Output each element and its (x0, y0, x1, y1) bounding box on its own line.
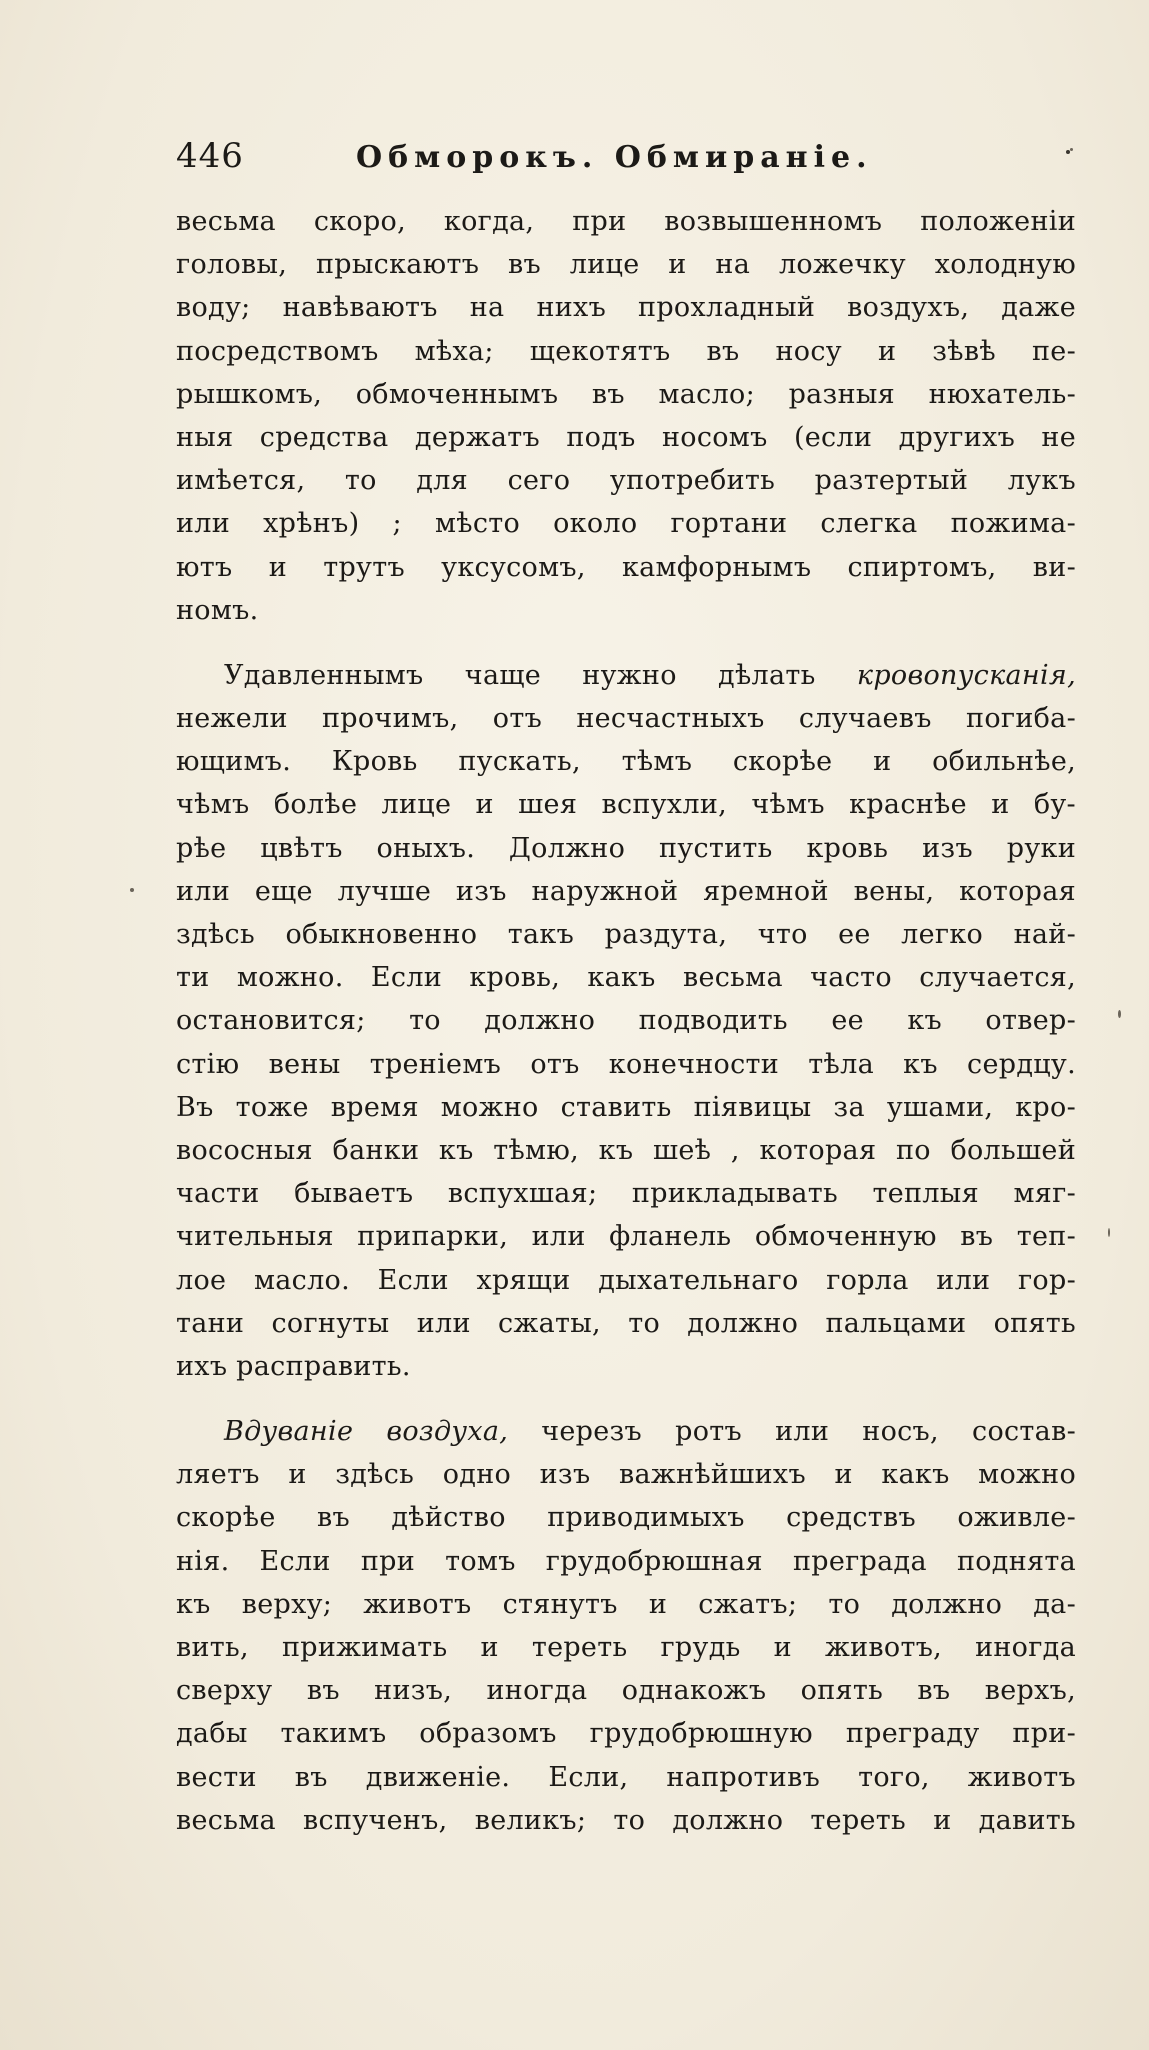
text-line: посредствомъ мѣха; щекотятъ въ носу и зѣвѣ пе- (176, 335, 1076, 367)
text-line: номъ. (176, 594, 259, 626)
emphasis-term: кровопусканiя, (856, 659, 1076, 691)
text-line-lead (176, 654, 1076, 697)
text-line: части бываетъ вспухшая; прикладывать теплыя мяг- (176, 1178, 1076, 1210)
paper-speck (130, 888, 134, 892)
text-line: ютъ и трутъ уксусомъ, камфорнымъ спиртомъ, ви- (176, 551, 1076, 583)
text-line: ляетъ и здѣсь одно изъ важнѣйшихъ и какъ можно (176, 1459, 1076, 1491)
text-line: вососныя банки къ тѣмю, къ шеѣ , которая по большей (176, 1134, 1076, 1166)
text-line: рышкомъ, обмоченнымъ въ масло; разныя нюхатель- (176, 378, 1076, 410)
text-line: весьма скоро, когда, при возвышенномъ положенiи (176, 206, 1076, 237)
text-line: вить, прижимать и тереть грудь и животъ, иногда (176, 1632, 1076, 1663)
text-line: или хрѣнъ) ; мѣсто около гортани слегка пожима- (176, 508, 1076, 540)
text-line-lead (176, 1410, 1076, 1453)
body-text (176, 200, 1076, 1842)
lead-text: черезъ ротъ или носъ, состав- (508, 1416, 1076, 1448)
page-header (176, 136, 1076, 186)
text-line: весьма вспученъ, великъ; то должно тереть и давить (176, 1804, 1076, 1836)
paragraph-2 (176, 654, 1076, 1388)
lead-text: Удавленнымъ чаще нужно дѣлать (224, 659, 857, 691)
text-line: тани согнуты или сжаты, то должно пальцами опять (176, 1307, 1076, 1339)
text-line: скорѣе въ дѣйство приводимыхъ средствъ оживле- (176, 1502, 1076, 1534)
text-line: ти можно. Если кровь, какъ весьма часто случается, (176, 962, 1076, 994)
text-line: остановится; то должно подводить ее къ отвер- (176, 1005, 1076, 1037)
running-title: Обморокъ. Обмиранiе. (356, 140, 873, 175)
text-line: ихъ расправить. (176, 1350, 411, 1382)
text-line: стiю вены тренiемъ отъ конечности тѣла къ сердцу. (176, 1048, 1076, 1080)
text-line: вести въ движенiе. Если, напротивъ того, животъ (176, 1761, 1076, 1793)
paragraph-3 (176, 1410, 1076, 1842)
text-line: ющимъ. Кровь пускать, тѣмъ скорѣе и обильнѣе, (176, 746, 1076, 778)
text-line: дабы такимъ образомъ грудобрюшную преграду при- (176, 1718, 1076, 1750)
emphasis-term: Вдуванiе воздуха, (224, 1416, 509, 1448)
paper-speck (1118, 1010, 1121, 1018)
header-dot (1066, 150, 1070, 154)
text-line: къ верху; животъ стянутъ и сжатъ; то должно да- (176, 1588, 1076, 1620)
text-line: Въ тоже время можно ставить пiявицы за ушами, кро- (176, 1091, 1076, 1123)
text-line: сверху въ низъ, иногда однакожъ опять въ верхъ, (176, 1675, 1076, 1707)
text-line: или еще лучше изъ наружной яремной вены, которая (176, 875, 1076, 907)
text-line: чительныя припарки, или фланель обмоченную въ теп- (176, 1221, 1076, 1253)
paper-speck (1108, 1228, 1110, 1237)
text-line: головы, прыскаютъ въ лице и на ложечку холодную (176, 249, 1076, 281)
paragraph-1 (176, 200, 1076, 632)
text-line: имѣется, то для сего употребить разтертый лукъ (176, 465, 1076, 497)
paper-speck (1070, 148, 1073, 151)
text-line: чѣмъ болѣе лице и шея вспухли, чѣмъ краснѣе и бу- (176, 789, 1076, 821)
text-line: нежели прочимъ, отъ несчастныхъ случаевъ погиба- (176, 703, 1076, 735)
text-line: рѣе цвѣтъ оныхъ. Должно пустить кровь изъ руки (176, 832, 1076, 864)
text-line: лое масло. Если хрящи дыхательнаго горла или гор- (176, 1264, 1076, 1296)
text-line: воду; навѣваютъ на нихъ прохладный воздухъ, даже (176, 292, 1076, 324)
text-line: ныя средства держатъ подъ носомъ (если другихъ не (176, 421, 1076, 453)
text-line: нiя. Если при томъ грудобрюшная преграда поднята (176, 1545, 1076, 1577)
text-line: здѣсь обыкновенно такъ раздута, что ее легко най- (176, 919, 1076, 950)
page-number: 446 (176, 136, 244, 176)
